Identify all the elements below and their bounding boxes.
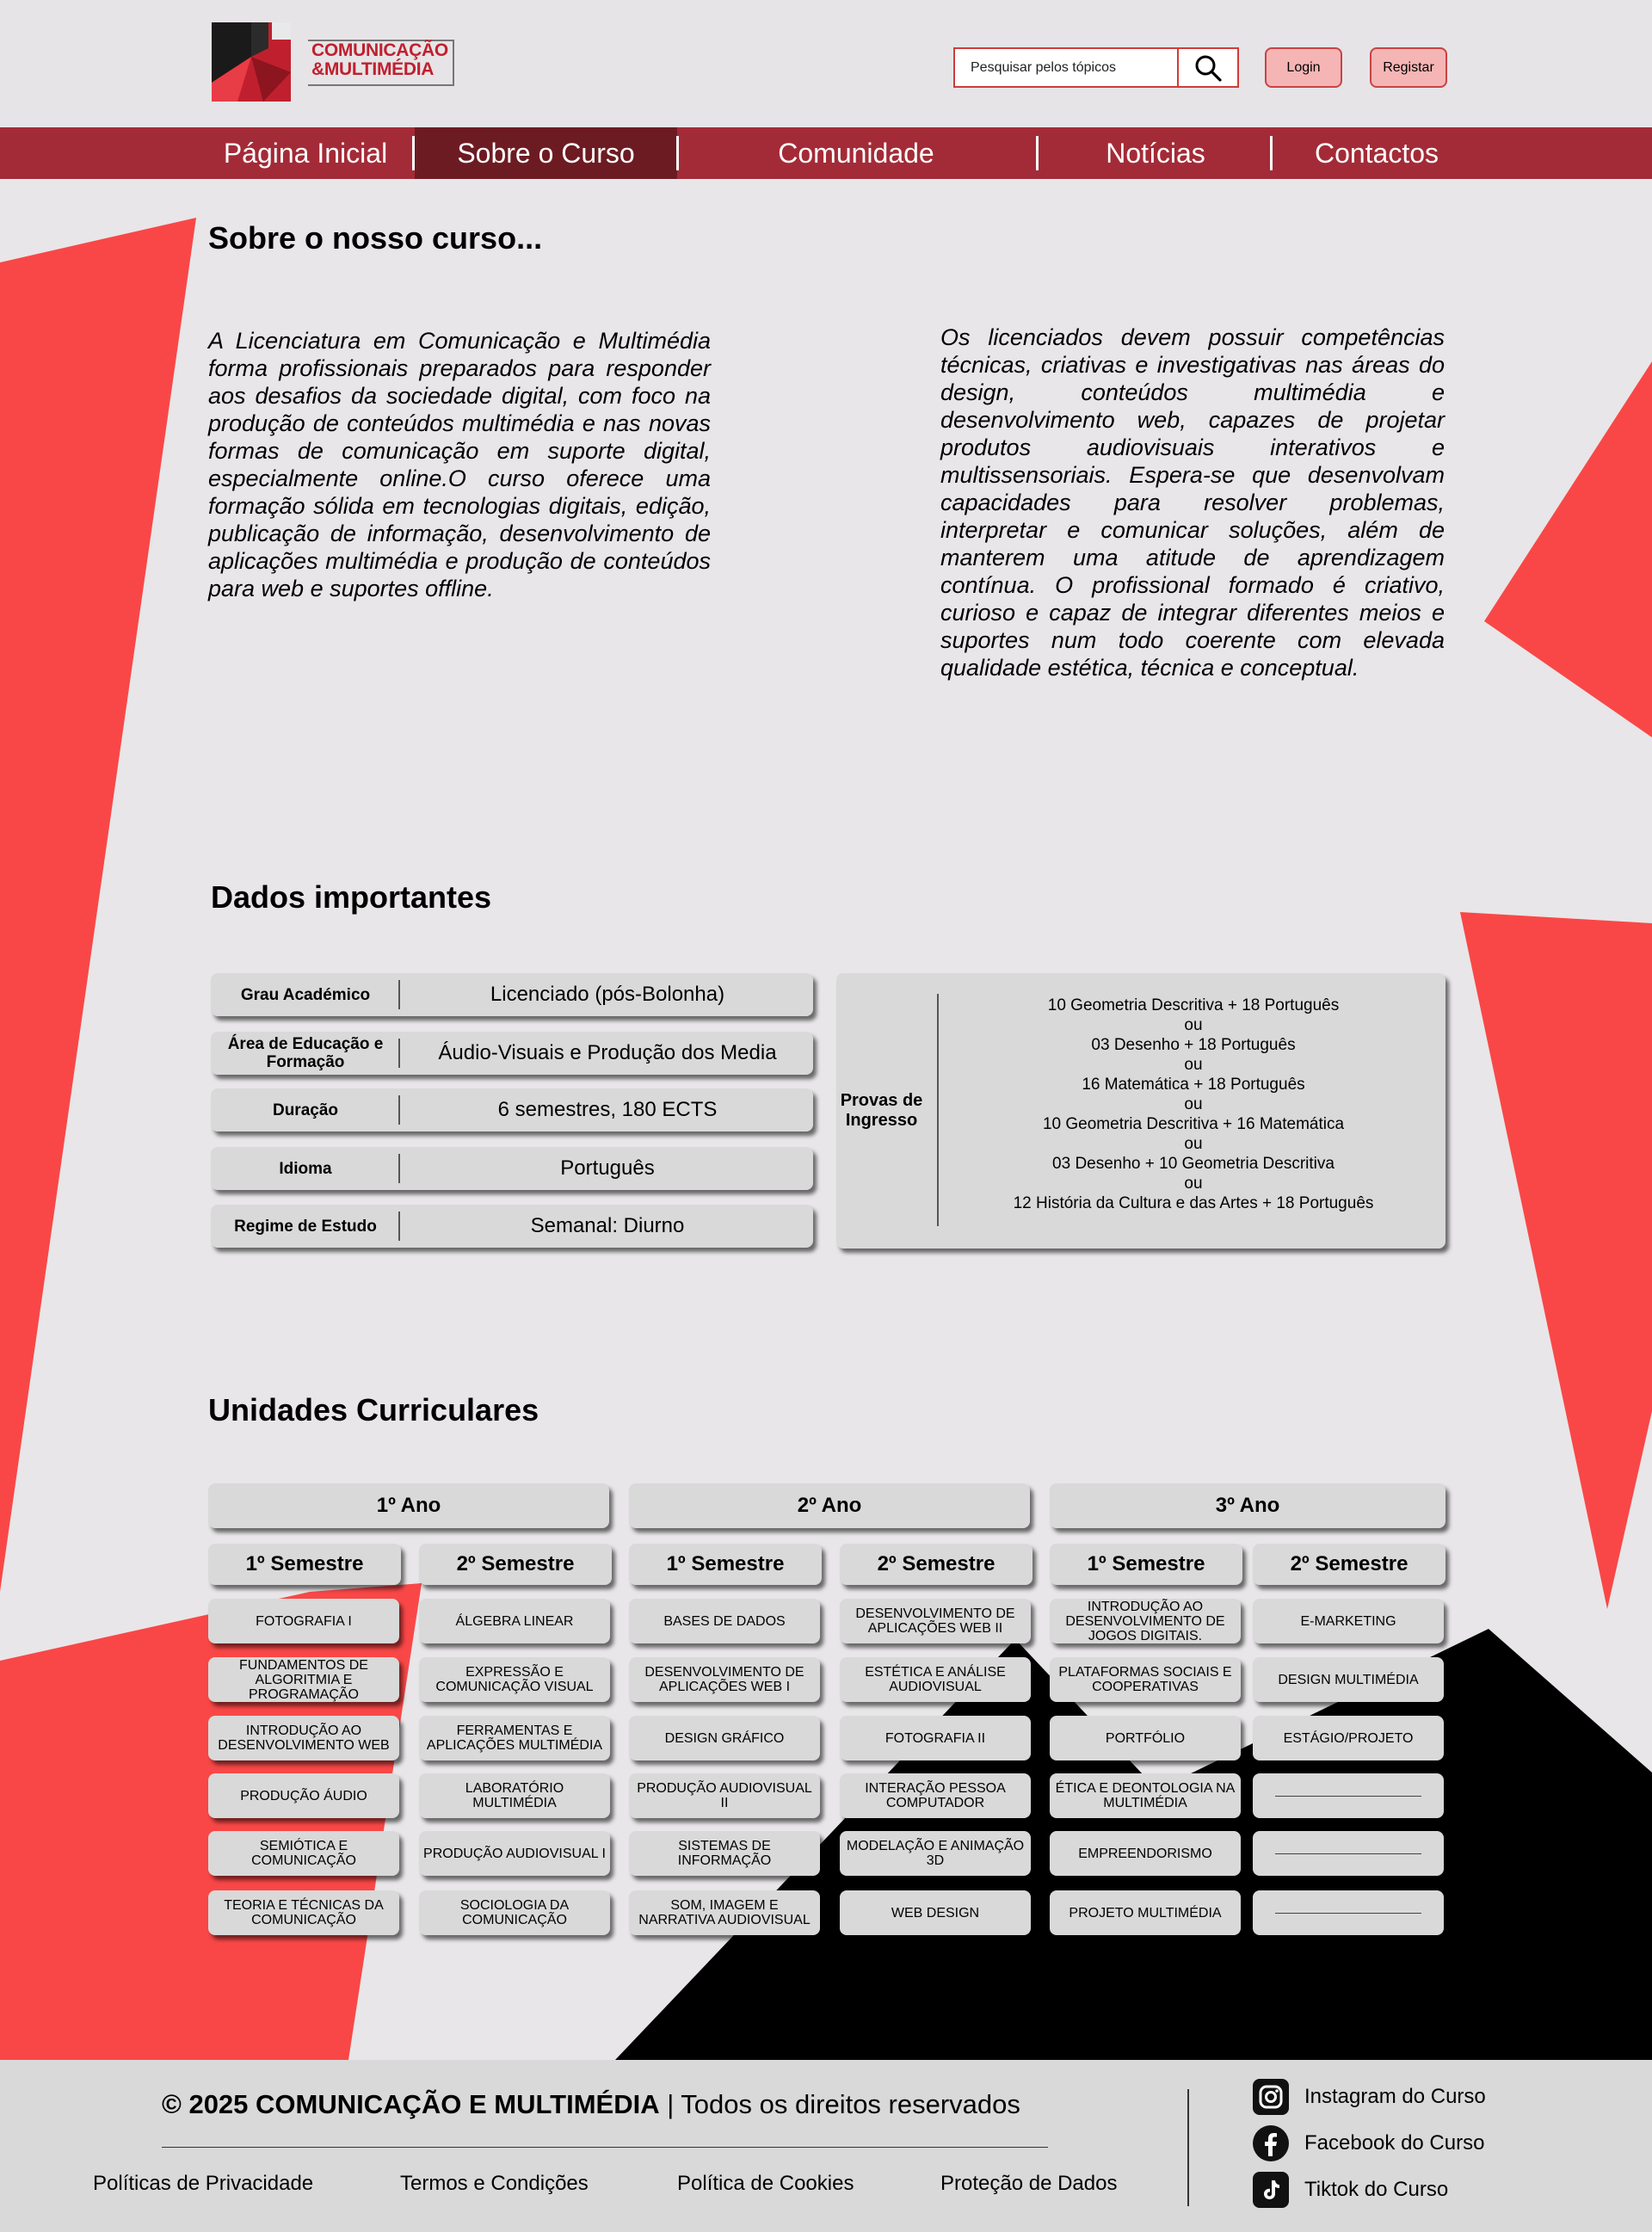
nav-separator xyxy=(676,136,679,170)
provas-label: Provas de Ingresso xyxy=(840,1091,923,1130)
dados-value: Licenciado (pós-Bolonha) xyxy=(490,983,725,1006)
social-facebook[interactable] xyxy=(1253,2125,1484,2161)
uc-item[interactable]: DESIGN GRÁFICO xyxy=(629,1716,820,1760)
uc-item[interactable]: ÉTICA E DEONTOLOGIA NA MULTIMÉDIA xyxy=(1050,1773,1241,1818)
footer-link-terms[interactable]: Termos e Condições xyxy=(400,2172,589,2195)
logo-line-2: &MULTIMÉDIA xyxy=(311,59,435,79)
uc-item[interactable]: INTERAÇÃO PESSOA COMPUTADOR xyxy=(840,1773,1031,1818)
uc-item[interactable]: FERRAMENTAS E APLICAÇÕES MULTIMÉDIA xyxy=(419,1716,610,1760)
dados-row xyxy=(211,1205,813,1248)
uc-item[interactable]: PORTFÓLIO xyxy=(1050,1716,1241,1760)
uc-item[interactable]: ÁLGEBRA LINEAR xyxy=(419,1599,610,1643)
semester-header: 1º Semestre xyxy=(1050,1544,1242,1585)
provas-panel xyxy=(836,973,1446,1249)
uc-item[interactable]: E-MARKETING xyxy=(1253,1599,1444,1643)
nav-item-news[interactable]: Notícias xyxy=(1106,137,1205,169)
uc-item[interactable]: TEORIA E TÉCNICAS DA COMUNICAÇÃO xyxy=(208,1890,399,1935)
dados-label: Idioma xyxy=(279,1159,332,1178)
semester-header: 1º Semestre xyxy=(208,1544,401,1585)
dados-label: Grau Académico xyxy=(240,985,371,1004)
social-instagram[interactable] xyxy=(1253,2079,1486,2115)
uc-item[interactable]: ESTÁGIO/PROJETO xyxy=(1253,1716,1444,1760)
uc-item[interactable]: FOTOGRAFIA I xyxy=(208,1599,399,1643)
social-label: Facebook do Curso xyxy=(1304,2131,1485,2155)
uc-item[interactable]: SOM, IMAGEM E NARRATIVA AUDIOVISUAL xyxy=(629,1890,820,1935)
search-input[interactable] xyxy=(955,49,1180,86)
uc-item[interactable]: EMPREENDORISMO xyxy=(1050,1831,1241,1876)
site-logo[interactable] xyxy=(212,22,454,103)
dados-title: Dados importantes xyxy=(211,879,492,915)
main-navigation xyxy=(0,127,1652,179)
nav-item-contacts[interactable]: Contactos xyxy=(1314,137,1439,169)
uc-item[interactable]: ESTÉTICA E ANÁLISE AUDIOVISUAL xyxy=(840,1657,1031,1702)
divider xyxy=(398,1095,400,1125)
year-header: 1º Ano xyxy=(208,1483,609,1528)
about-paragraph-left: A Licenciatura em Comunicação e Multimédia forma profissionais preparados para responder aos desafios da sociedade digital, com foco na produção de conteúdos multimédia e nas novas formas de comunicação em suporte digital, especialmente online.O curso oferece uma formação sólida em tecnologias digitais, edição, publicação de informação, desenvolvimento de aplicações multimédia e produção de conteúdos para web e suportes offline. xyxy=(208,328,711,601)
logo-mark-icon xyxy=(212,22,291,102)
provas-list xyxy=(941,996,1446,1213)
footer-link-cookies[interactable]: Política de Cookies xyxy=(677,2172,854,2195)
provas-item: 10 Geometria Descritiva + 16 Matemática xyxy=(1042,1115,1345,1133)
footer-divider xyxy=(162,2147,1048,2148)
uc-item[interactable]: PRODUÇÃO ÁUDIO xyxy=(208,1773,399,1818)
uc-item[interactable]: FUNDAMENTOS DE ALGORITMIA E PROGRAMAÇÃO xyxy=(208,1657,399,1702)
logo-line-1: COMUNICAÇÃO xyxy=(311,40,448,60)
copyright-rest: | Todos os direitos reservados xyxy=(659,2089,1020,2119)
search-button[interactable] xyxy=(1177,49,1237,86)
uc-item[interactable]: SEMIÓTICA E COMUNICAÇÃO xyxy=(208,1831,399,1876)
search-icon xyxy=(1193,53,1223,83)
uc-item[interactable]: LABORATÓRIO MULTIMÉDIA xyxy=(419,1773,610,1818)
uc-item[interactable]: SOCIOLOGIA DA COMUNICAÇÃO xyxy=(419,1890,610,1935)
year-header: 2º Ano xyxy=(629,1483,1030,1528)
provas-item: ou xyxy=(1184,1095,1203,1113)
uc-item[interactable]: PLATAFORMAS SOCIAIS E COOPERATIVAS xyxy=(1050,1657,1241,1702)
dados-value: 6 semestres, 180 ECTS xyxy=(497,1098,718,1121)
semester-header: 2º Semestre xyxy=(419,1544,612,1585)
uc-item[interactable]: PRODUÇÃO AUDIOVISUAL II xyxy=(629,1773,820,1818)
site-header xyxy=(0,0,1652,128)
divider xyxy=(398,1212,400,1241)
dados-label: Área de Educação e Formação xyxy=(227,1035,384,1071)
provas-item: 03 Desenho + 18 Português xyxy=(1091,1036,1296,1054)
uc-item[interactable]: EXPRESSÃO E COMUNICAÇÃO VISUAL xyxy=(419,1657,610,1702)
placeholder-line xyxy=(1275,1853,1421,1854)
instagram-icon xyxy=(1253,2079,1289,2115)
footer-vertical-divider xyxy=(1187,2089,1189,2206)
nav-separator xyxy=(1036,136,1039,170)
uc-item[interactable]: MODELAÇÃO E ANIMAÇÃO 3D xyxy=(840,1831,1031,1876)
about-paragraph-right: Os licenciados devem possuir competências técnicas, criativas e investigativas nas áreas do design, conteúdos multimédia e desenvolvimento web, capazes de projetar produtos audiovisuais interativos e multissensoriais. Espera-se que desenvolvam capacidades para resolver problemas, interpretar e comunicar soluções, além de manterem uma atitude de aprendizagem contínua. O profissional formado é criativo, curioso e capaz de integrar diferentes meios e suportes num todo coerente com elevada qualidade estética, técnica e conceptual. xyxy=(940,324,1445,681)
placeholder-line xyxy=(1275,1913,1421,1914)
dados-row xyxy=(211,1088,813,1131)
nav-separator xyxy=(1270,136,1273,170)
social-tiktok[interactable] xyxy=(1253,2172,1448,2208)
uc-item-empty xyxy=(1253,1890,1444,1935)
placeholder-line xyxy=(1275,1796,1421,1797)
social-label: Instagram do Curso xyxy=(1304,2085,1486,2108)
site-footer xyxy=(0,2060,1652,2232)
facebook-icon xyxy=(1253,2125,1289,2161)
semester-header: 2º Semestre xyxy=(840,1544,1032,1585)
uc-item-empty xyxy=(1253,1831,1444,1876)
search-box xyxy=(953,47,1239,88)
register-button[interactable]: Registar xyxy=(1370,47,1447,88)
nav-item-community[interactable]: Comunidade xyxy=(778,137,934,169)
provas-item: 12 História da Cultura e das Artes + 18 Português xyxy=(1013,1194,1374,1212)
copyright xyxy=(162,2089,1020,2120)
uc-item-empty xyxy=(1253,1773,1444,1818)
divider xyxy=(398,980,400,1009)
login-button[interactable]: Login xyxy=(1265,47,1342,88)
tiktok-icon xyxy=(1253,2172,1289,2208)
semester-header: 1º Semestre xyxy=(629,1544,822,1585)
provas-item: 10 Geometria Descritiva + 18 Português xyxy=(1047,996,1340,1014)
uc-item[interactable]: DESENVOLVIMENTO DE APLICAÇÕES WEB I xyxy=(629,1657,820,1702)
copyright-brand: © 2025 COMUNICAÇÃO E MULTIMÉDIA xyxy=(162,2089,660,2119)
divider xyxy=(398,1039,400,1068)
provas-item: ou xyxy=(1184,1016,1203,1034)
dados-row xyxy=(211,973,813,1016)
uc-item[interactable]: BASES DE DADOS xyxy=(629,1599,820,1643)
year-header: 3º Ano xyxy=(1050,1483,1446,1528)
divider xyxy=(398,1154,400,1183)
footer-link-data-protection[interactable]: Proteção de Dados xyxy=(940,2172,1118,2195)
uc-item[interactable]: WEB DESIGN xyxy=(840,1890,1031,1935)
dados-label: Regime de Estudo xyxy=(234,1217,377,1236)
uc-item[interactable]: INTRODUÇÃO AO DESENVOLVIMENTO WEB xyxy=(208,1716,399,1760)
dados-value: Semanal: Diurno xyxy=(530,1214,685,1237)
uc-item[interactable]: SISTEMAS DE INFORMAÇÃO xyxy=(629,1831,820,1876)
uc-item[interactable]: FOTOGRAFIA II xyxy=(840,1716,1031,1760)
ucs-title: Unidades Curriculares xyxy=(208,1392,539,1427)
uc-item[interactable]: PRODUÇÃO AUDIOVISUAL I xyxy=(419,1831,610,1876)
uc-item[interactable]: PROJETO MULTIMÉDIA xyxy=(1050,1890,1241,1935)
semester-header: 2º Semestre xyxy=(1253,1544,1446,1585)
nav-item-about[interactable]: Sobre o Curso xyxy=(415,127,677,179)
dados-value: Áudio-Visuais e Produção dos Media xyxy=(438,1041,777,1064)
uc-item[interactable]: DESENVOLVIMENTO DE APLICAÇÕES WEB II xyxy=(840,1599,1031,1643)
uc-item[interactable]: DESIGN MULTIMÉDIA xyxy=(1253,1657,1444,1702)
dados-label: Duração xyxy=(272,1101,339,1119)
dados-row xyxy=(211,1032,813,1075)
provas-item: ou xyxy=(1184,1135,1203,1153)
dados-row xyxy=(211,1147,813,1190)
social-label: Tiktok do Curso xyxy=(1304,2178,1449,2201)
divider xyxy=(937,994,939,1226)
provas-item: 03 Desenho + 10 Geometria Descritiva xyxy=(1052,1155,1335,1173)
about-title: Sobre o nosso curso... xyxy=(208,220,543,256)
dados-value: Português xyxy=(560,1156,655,1180)
footer-link-privacy[interactable]: Políticas de Privacidade xyxy=(93,2172,314,2195)
nav-item-home[interactable]: Página Inicial xyxy=(223,137,388,169)
provas-item: 16 Matemática + 18 Português xyxy=(1082,1076,1305,1094)
logo-text xyxy=(311,41,448,79)
provas-item: ou xyxy=(1184,1056,1203,1074)
uc-item[interactable]: INTRODUÇÃO AO DESENVOLVIMENTO DE JOGOS DIGITAIS. xyxy=(1050,1599,1241,1643)
provas-item: ou xyxy=(1184,1175,1203,1193)
